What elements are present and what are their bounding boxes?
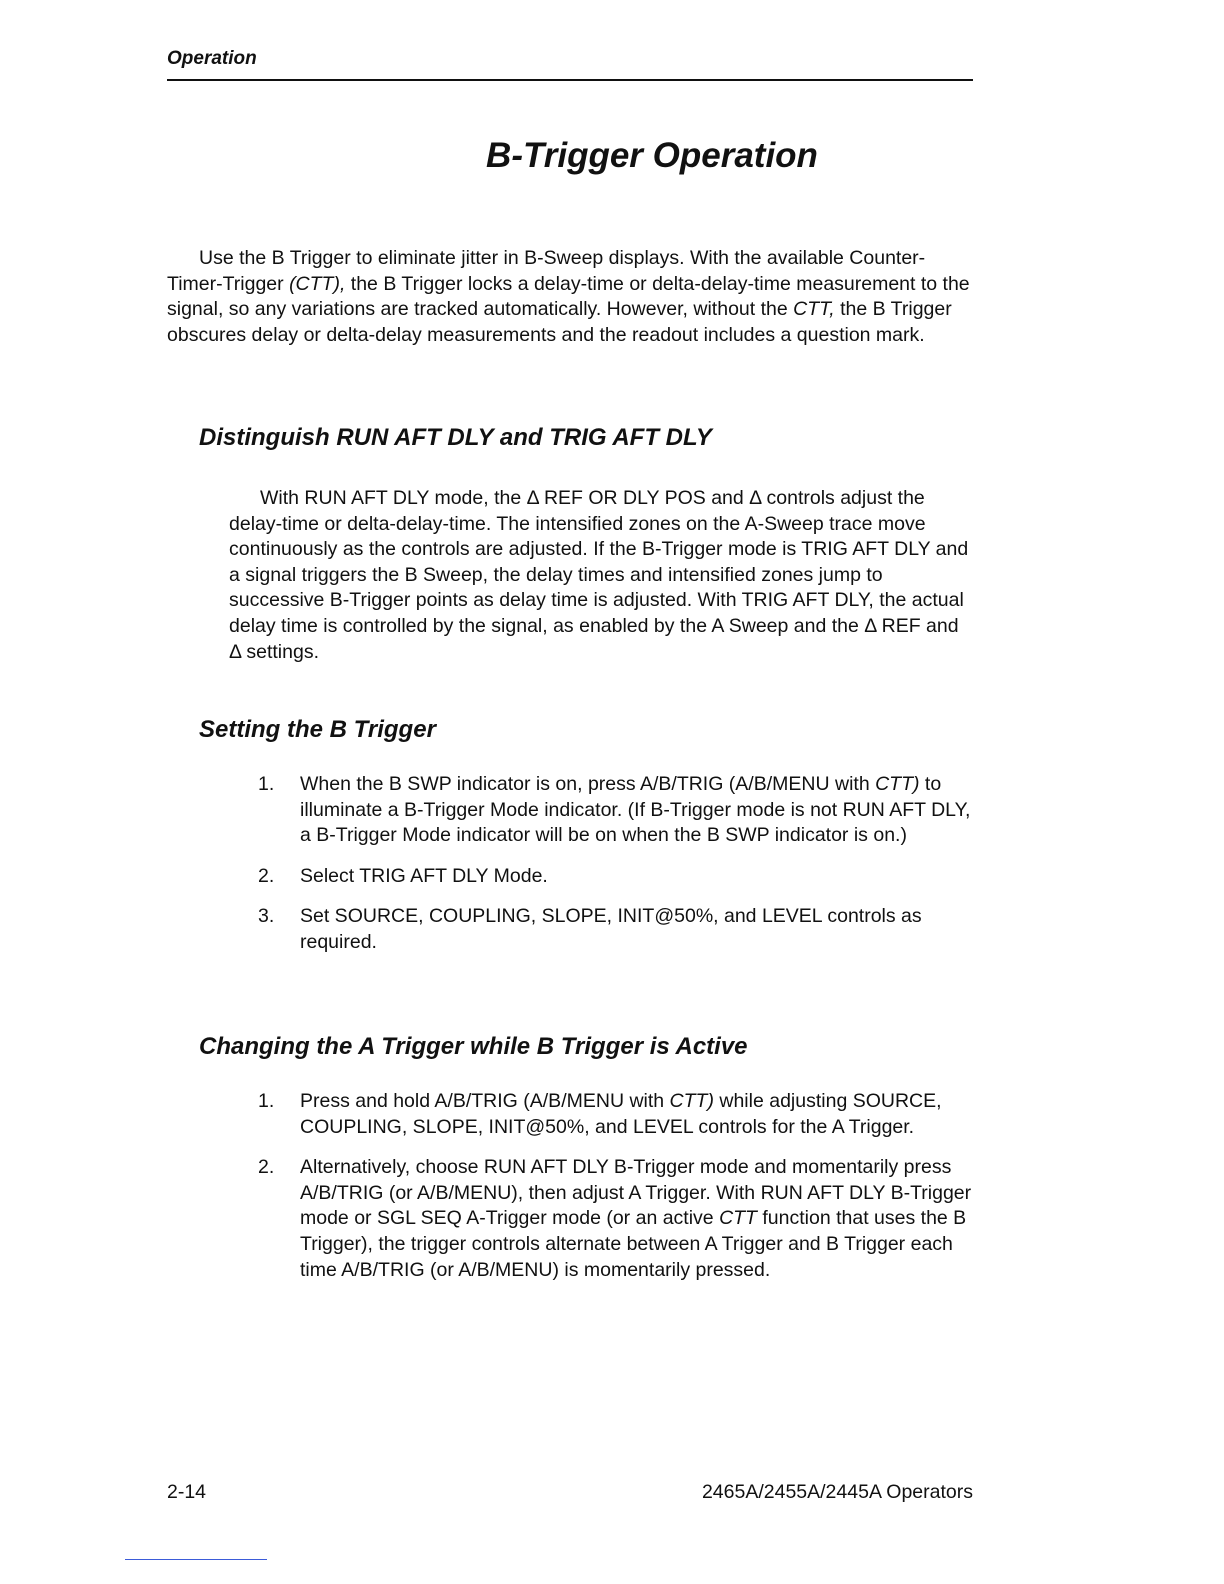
page-title — [0, 136, 1134, 176]
section-heading-setting: Setting the B Trigger — [199, 716, 436, 743]
intro-ctt-2: CTT, — [793, 298, 835, 321]
step-text-a: Press and hold A/B/TRIG (A/B/MENU with — [300, 1090, 670, 1112]
list-item — [258, 1089, 974, 1140]
intro-ctt-1: (CTT), — [289, 272, 346, 295]
list-item — [258, 1155, 974, 1283]
list-item — [258, 864, 974, 890]
intro-text-2: the B Trigger locks a delay-time or delta-delay-time measurement to the signal, so any variations are tracked automatically. However, without the — [167, 272, 970, 321]
header-rule — [167, 79, 973, 81]
setting-steps-list — [258, 772, 974, 971]
manual-title: 2465A/2455A/2445A Operators — [701, 1481, 973, 1503]
section-heading-changing: Changing the A Trigger while B Trigger is Active — [199, 1033, 748, 1060]
intro-text-3: the B Trigger obscures delay or delta-delay measurements and the readout includes a question mark. — [167, 298, 952, 346]
list-item — [258, 904, 974, 955]
step-ctt: CTT) — [875, 773, 920, 795]
changing-steps-list — [258, 1089, 974, 1298]
step-number: 3. — [258, 905, 275, 928]
step-text-b: to illuminate a B-Trigger Mode indicator. (If B-Trigger mode is not RUN AFT DLY, a B-Trigger Mode indicator will be on when the B SWP indicator is on.) — [300, 773, 971, 847]
intro-paragraph — [167, 246, 973, 348]
distinguish-paragraph: With RUN AFT DLY mode, the Δ REF OR DLY POS and Δ controls adjust the delay-time or delta-delay-time. The intensified zones on the A-Sweep trace move continuously as the controls are adjusted. If the B-Trigger mode is TRIG AFT DLY and a signal triggers the B Sweep, the delay times and intensified zones jump to successive B-Trigger points as delay time is adjusted. With TRIG AFT DLY, the actual delay time is controlled by the signal, as enabled by the A Sweep and the Δ REF and Δ settings. — [229, 487, 969, 663]
bottom-link-rule — [125, 1559, 267, 1560]
page-title-text: B-Trigger Operation — [486, 136, 818, 175]
step-text-a: When the B SWP indicator is on, press A/B/TRIG (A/B/MENU with — [300, 773, 876, 795]
intro-text-1: Use the B Trigger to eliminate jitter in B-Sweep displays. With the available Counter-Timer-Trigger — [167, 247, 926, 295]
step-text: Set SOURCE, COUPLING, SLOPE, INIT@50%, and LEVEL controls as required. — [300, 905, 922, 953]
step-text-a: Alternatively, choose RUN AFT DLY B-Trigger mode and momentarily press A/B/TRIG (or A/B/MENU), then adjust A Trigger. With RUN AFT DLY B-Trigger mode or SGL SEQ A-Trigger mode (or an active — [300, 1156, 972, 1230]
step-number: 2. — [258, 864, 275, 887]
step-ctt: CTT — [719, 1207, 757, 1230]
step-text: Select TRIG AFT DLY Mode. — [300, 864, 548, 887]
step-text-b: while adjusting SOURCE, COUPLING, SLOPE, INIT@50%, and LEVEL controls for the A Trigger. — [300, 1090, 942, 1138]
section-heading-distinguish: Distinguish RUN AFT DLY and TRIG AFT DLY — [199, 424, 712, 451]
step-number: 1. — [258, 1090, 275, 1112]
list-item — [258, 772, 974, 849]
page-number: 2-14 — [167, 1481, 207, 1503]
running-head: Operation — [167, 48, 257, 69]
step-number: 1. — [258, 773, 275, 795]
step-ctt: CTT) — [669, 1090, 714, 1112]
step-number: 2. — [258, 1156, 275, 1179]
step-text-b: function that uses the B Trigger), the trigger controls alternate between A Trigger and B Trigger each time A/B/TRIG (or A/B/MENU) is momentarily pressed. — [300, 1207, 967, 1281]
